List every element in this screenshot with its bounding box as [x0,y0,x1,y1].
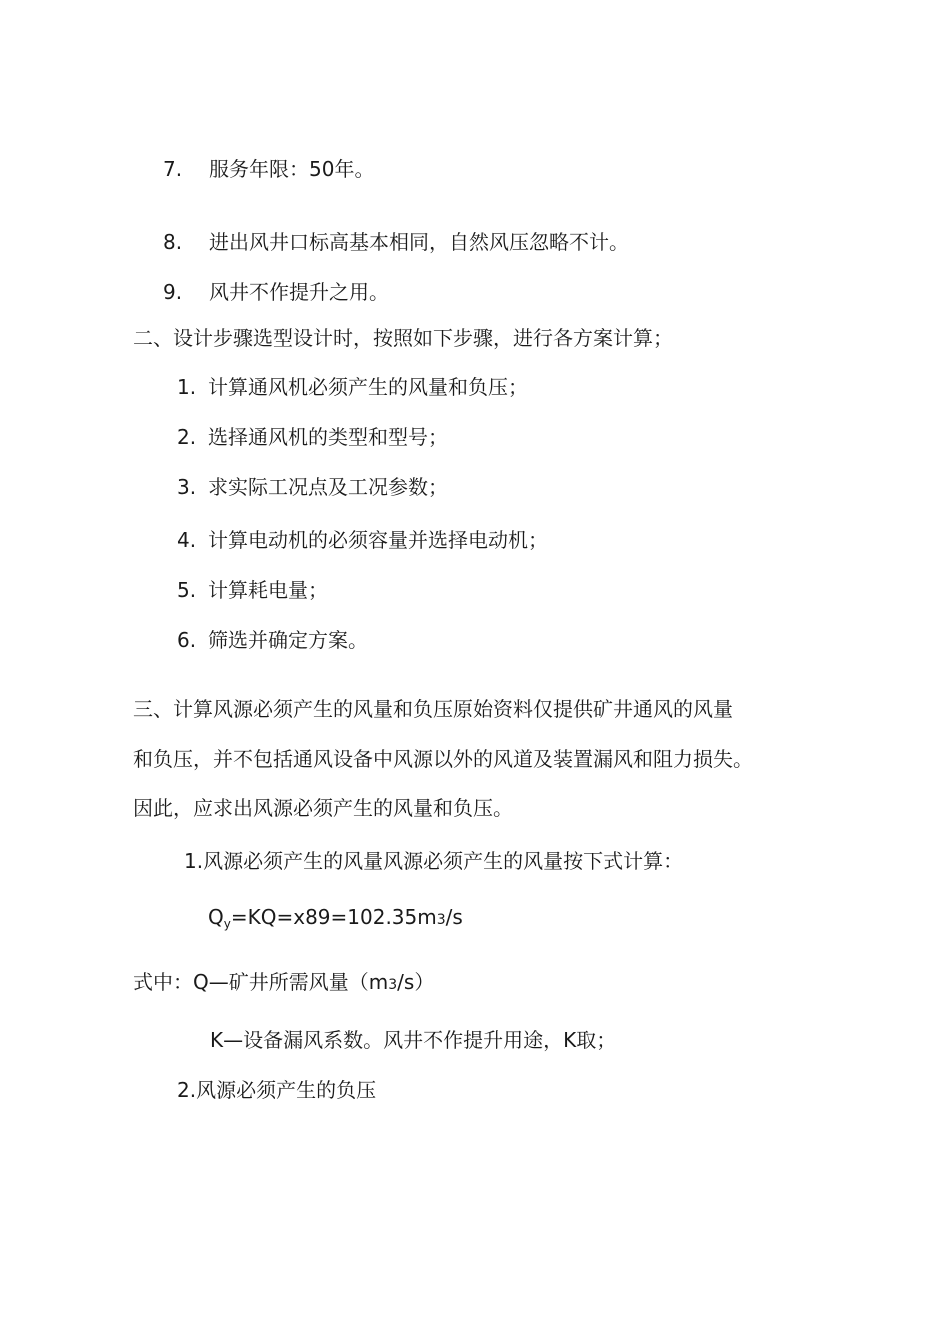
where-q-exp: 3 [388,977,398,993]
section3-para-line3: 因此，应求出风源必须产生的风量和负压。 [133,796,513,820]
list-text: 风井不作提升之用。 [209,280,389,304]
step-number: 2. [177,425,197,449]
where-q-text: 式中：Q—矿井所需风量（m [133,970,389,994]
step-text: 求实际工况点及工况参数； [208,475,448,499]
where-q-tail: /s） [397,970,435,994]
step-text: 计算耗电量； [208,578,328,602]
section3-para-line2: 和负压，并不包括通风设备中风源以外的风道及装置漏风和阻力损失。 [133,747,753,771]
step-item-1 [177,374,528,400]
step-text: 计算通风机必须产生的风量和负压； [208,375,528,399]
formula-unit-tail: /s [445,905,463,929]
list-text: 进出风井口标高基本相同，自然风压忽略不计。 [209,230,629,254]
subsection-1-heading: 1.风源必须产生的风量风源必须产生的风量按下式计算： [184,849,684,873]
step-item-2 [177,424,448,450]
step-number: 4. [177,528,197,552]
formula-airflow [208,904,463,937]
list-item-9 [163,279,389,305]
list-number: 7. [163,157,183,181]
section3-para-line1: 三、计算风源必须产生的风量和负压原始资料仅提供矿井通风的风量 [133,697,733,721]
step-item-5 [177,577,328,603]
list-text: 服务年限：50年。 [209,157,375,181]
subsection-2-heading: 2.风源必须产生的负压 [177,1078,377,1102]
step-item-6 [177,627,368,653]
step-text: 选择通风机的类型和型号； [208,425,448,449]
where-q [133,969,434,998]
formula-q: Q [208,905,224,929]
step-number: 5. [177,578,197,602]
where-k: K—设备漏风系数。风井不作提升用途，K取； [210,1028,617,1052]
step-item-3 [177,474,448,500]
step-text: 计算电动机的必须容量并选择电动机； [208,528,548,552]
step-number: 6. [177,628,197,652]
step-text: 筛选并确定方案。 [208,628,368,652]
step-number: 1. [177,375,197,399]
list-number: 8. [163,230,183,254]
step-number: 3. [177,475,197,499]
formula-body: =KQ=x89=102.35m [230,905,437,929]
formula-unit-exp: 3 [436,912,446,928]
list-item-8 [163,229,629,255]
formula-subscript: y [223,917,231,931]
list-number: 9. [163,280,183,304]
section2-heading: 二、设计步骤选型设计时，按照如下步骤，进行各方案计算； [133,326,673,350]
step-item-4 [177,527,548,553]
list-item-7 [163,156,374,182]
